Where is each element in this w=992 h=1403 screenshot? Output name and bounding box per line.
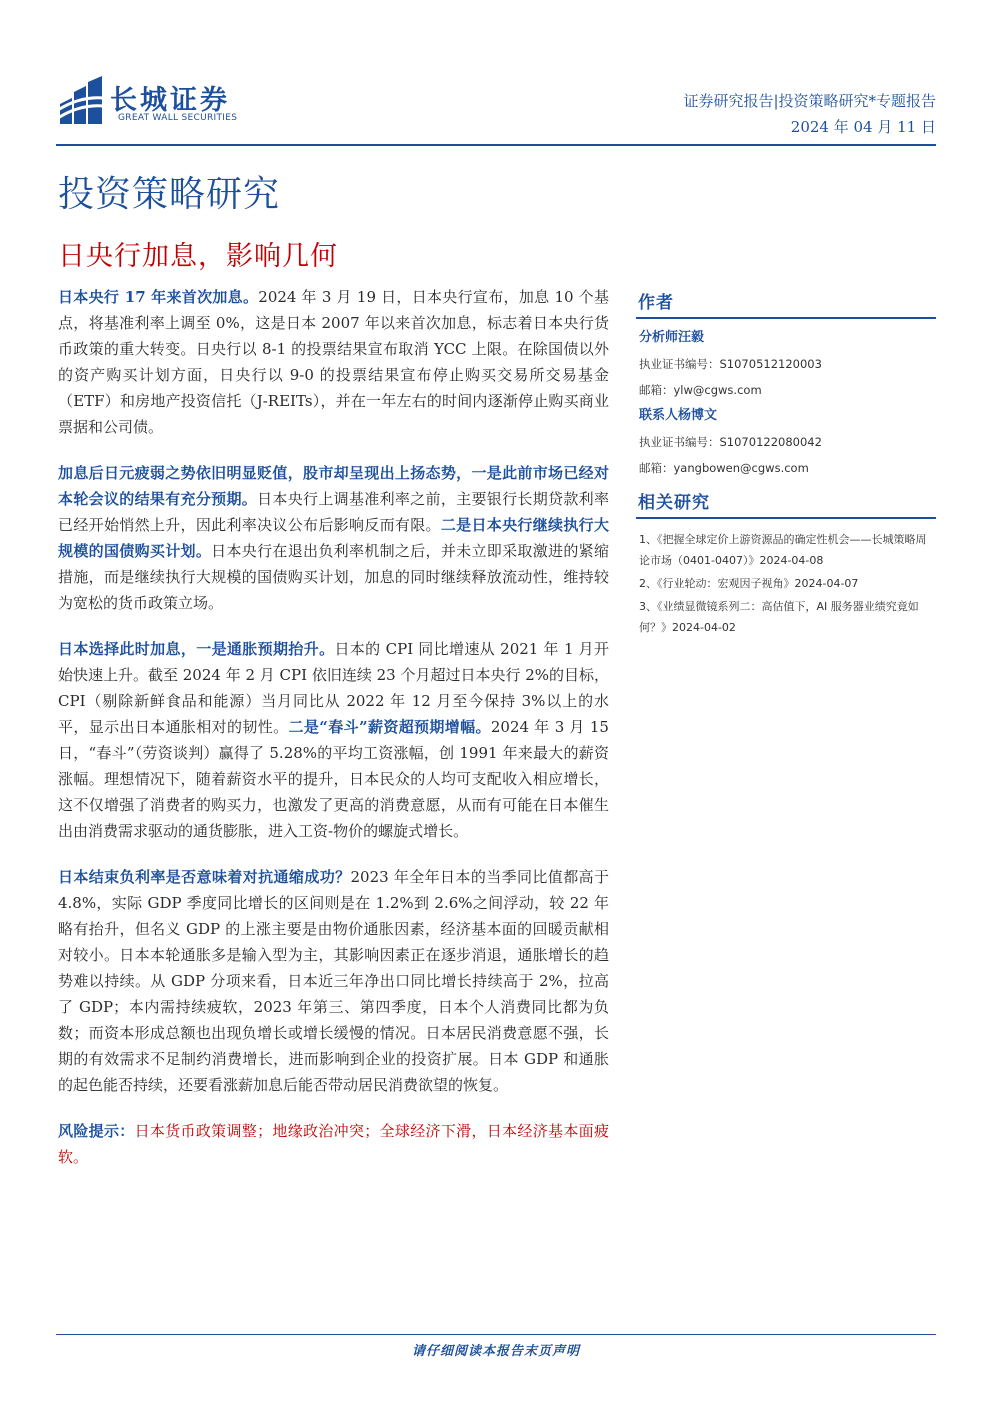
page-title: 投资策略研究 [58,174,281,215]
analyst-cert: 执业证书编号：S1070512120003 [639,357,822,371]
highlight-text: 日本结束负利率是否意味着对抗通缩成功？ [58,868,351,886]
risk-label: 风险提示： [58,1122,135,1140]
related-heading: 相关研究 [636,488,936,519]
highlight-text: 日本选择此时加息，一是通胀预期抬升。 [58,640,335,658]
header-meta [683,88,936,140]
footer-disclaimer: 请仔细阅读本报告末页声明 [411,1344,580,1359]
body-text: 日本央行在退出负利率机制之后，并未立即采取激进的紧缩措施，而是继续执行大规模的国债购买计划，加息的同时继续释放流动性，维持较为宽松的货币政策立场。 [58,542,609,612]
report-subtitle: 日央行加息，影响几何 [58,241,338,272]
contact-email[interactable]: 邮箱：yangbowen@cgws.com [639,461,809,475]
main-body [58,284,609,1190]
logo-text-cn: 长城证券 [110,85,230,116]
highlight-text: 加息后日元疲弱之势依旧明显贬值，股市却呈现出上扬态势，一是此前市场已经对本轮会议的结果有充分预期。 [58,464,609,508]
header-divider [56,144,936,146]
risk-warning [58,1118,609,1170]
body-text: 2024 年 3 月 15 日，“春斗”（劳资谈判）赢得了 5.28%的平均工资涨幅，创 1991 年来最大的薪资涨幅。理想情况下，随着薪资水平的提升，日本民众的人均可支配收入相应增长，这不仅增强了消费者的购买力，也激发了更高的消费意愿，从而有可能在日本催生出由消费需求驱动的通货膨胀，进入工资-物价的螺旋式增长。 [58,718,609,840]
paragraph [58,284,609,440]
body-text: 2023 年全年日本的当季同比值都高于 4.8%，实际 GDP 季度同比增长的区间则是在 1.2%到 2.6%之间浮动，较 22 年略有抬升，但名义 GDP 的上涨主要是由物价通胀因素，经济基本面的回暖贡献相对较小。日本本轮通胀多是输入型为主，其影响因素正在逐步消退，通胀增长的趋势难以持续。从 GDP 分项来看，日本近三年净出口同比增长持续高于 2%，拉高了 GDP；本内需持续疲软，2023 年第三、第四季度，日本个人消费同比都为负数；而资本形成总额也出现负增长或增长缓慢的情况。日本居民消费意愿不强，长期的有效需求不足制约消费增长，进而影响到企业的投资扩展。日本 GDP 和通胀的起色能否持续，还要看涨薪加息后能否带动居民消费欲望的恢复。 [58,868,609,1094]
highlight-text: 二是“春斗”薪资超预期增幅。 [288,718,491,736]
analyst-email[interactable]: 邮箱：ylw@cgws.com [639,383,762,397]
author-heading: 作者 [636,288,936,319]
contact-cert: 执业证书编号：S1070122080042 [639,435,822,449]
logo-text-en: GREAT WALL SECURITIES [118,113,238,123]
related-item[interactable]: 3、《业绩显微镜系列二：高估值下，AI 服务器业绩究竟如何？》2024-04-02 [639,600,919,634]
report-type: 证券研究报告|投资策略研究*专题报告 [683,92,936,110]
highlight-text: 二是日本央行继续执行大规模的国债购买计划。 [58,516,609,560]
related-research-panel [636,488,936,640]
report-date: 2024 年 04 月 11 日 [790,118,936,136]
contact-name: 联系人杨博文 [639,408,718,423]
author-panel [636,288,936,481]
analyst-name: 分析师汪毅 [639,330,705,345]
related-item[interactable]: 1、《把握全球定价上游资源品的确定性机会——长城策略周论市场（0401-0407）》2024-04-08 [639,533,927,567]
body-text: 日本的 CPI 同比增速从 2021 年 1 月开始快速上升。截至 2024 年 2 月 CPI 依旧连续 23 个月超过日本央行 2%的目标，CPI（剔除新鲜食品和能源）当月同比从 2022 年 12 月至今保持 3%以上的水平，显示出日本通胀相对的韧性。 [58,640,610,736]
body-text: 2024 年 3 月 19 日，日本央行宣布，加息 10 个基点，将基准利率上调至 0%，这是日本 2007 年以来首次加息，标志着日本央行货币政策的重大转变。日央行以 8-1 的投票结果宣布取消 YCC 上限。在除国债以外的资产购买计划方面，日央行以 9-0 的投票结果宣布停止购买交易所交易基金（ETF）和房地产投资信托（J-REITs），并在一年左右的时间内逐渐停止购买商业票据和公司债。 [58,288,609,436]
great-wall-logo-icon [58,76,104,126]
paragraph [58,460,609,616]
risk-text: 日本货币政策调整；地缘政治冲突；全球经济下滑，日本经济基本面疲软。 [58,1122,609,1166]
footer-divider [56,1334,936,1335]
body-text: 日本央行上调基准利率之前，主要银行长期贷款利率已经开始悄然上升，因此利率决议公布后影响反而有限。 [58,490,609,534]
paragraph [58,636,609,844]
related-item[interactable]: 2、《行业轮动：宏观因子视角》2024-04-07 [639,577,859,590]
highlight-text: 日本央行 17 年来首次加息。 [58,288,259,306]
paragraph [58,864,609,1098]
company-logo [58,76,258,128]
